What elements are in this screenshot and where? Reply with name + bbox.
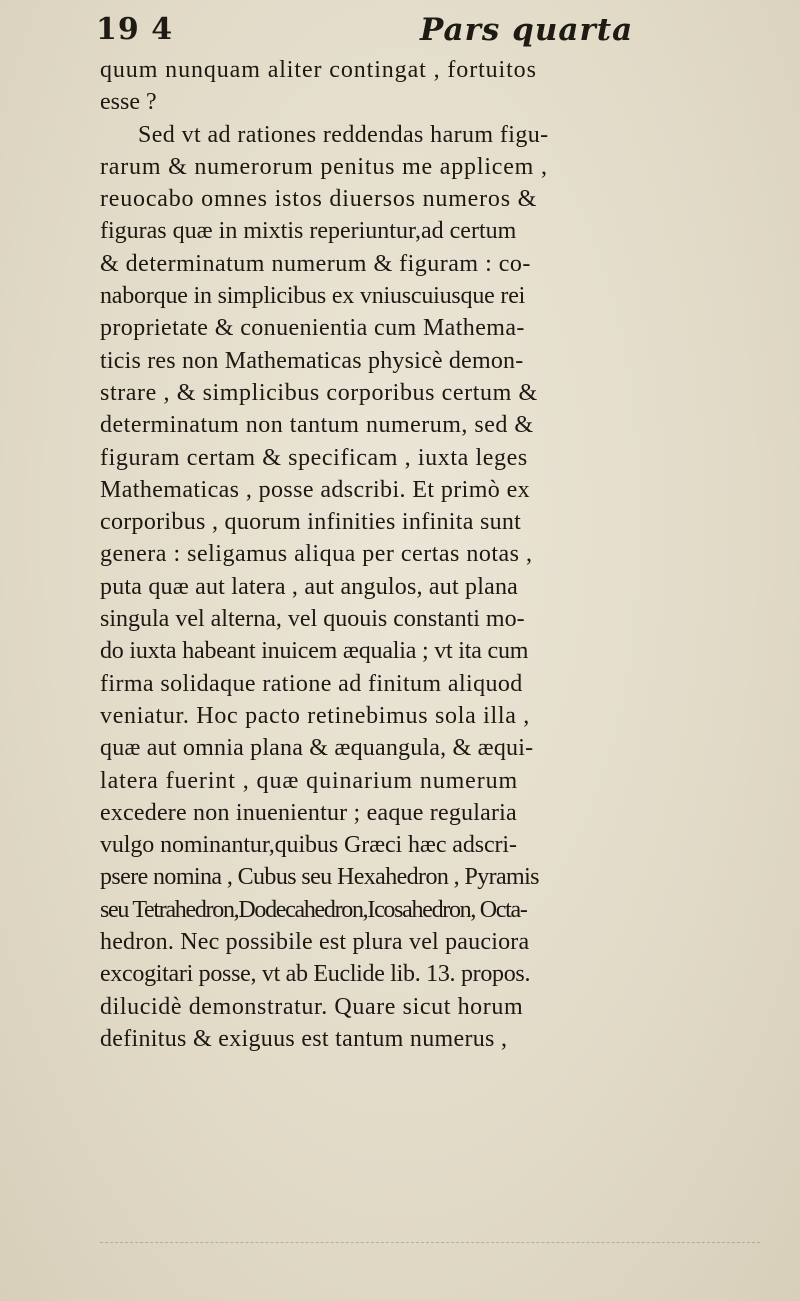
text-line: strare , & simplicibus corporibus certum & bbox=[100, 379, 538, 406]
text-line: rarum & numerorum penitus me applicem , bbox=[100, 153, 548, 180]
text-line: excogitari posse, vt ab Euclide lib. 13. propos. bbox=[100, 961, 531, 988]
text-line: & determinatum numerum & figuram : co- bbox=[100, 250, 531, 277]
text-line: veniatur. Hoc pacto retinebimus sola illa , bbox=[100, 702, 530, 729]
text-line: corporibus , quorum infinities infinita sunt bbox=[100, 509, 522, 536]
text-line: naborque in simplicibus ex vniuscuiusque rei bbox=[100, 283, 526, 310]
text-line: determinatum non tantum numerum, sed & bbox=[100, 412, 534, 439]
text-line: esse ? bbox=[100, 89, 157, 116]
text-line: ticis res non Mathematicas physicè demon- bbox=[100, 347, 524, 374]
text-line: genera : seligamus aliqua per certas notas , bbox=[100, 541, 533, 568]
text-line: firma solidaque ratione ad finitum aliquod bbox=[100, 670, 523, 697]
text-line: excedere non inuenientur ; eaque regularia bbox=[100, 799, 517, 826]
text-line: figuram certam & specificam , iuxta leges bbox=[100, 444, 528, 471]
text-line: vulgo nominantur,quibus Græci hæc adscri- bbox=[100, 832, 517, 859]
text-line: latera fuerint , quæ quinarium numerum bbox=[100, 767, 519, 794]
page-number: 19 4 bbox=[96, 12, 174, 47]
text-line: dilucidè demonstratur. Quare sicut horum bbox=[100, 993, 524, 1020]
text-line: figuras quæ in mixtis reperiuntur,ad certum bbox=[100, 218, 517, 245]
text-line: puta quæ aut latera , aut angulos, aut plana bbox=[100, 573, 519, 600]
text-line: proprietate & conuenientia cum Mathema- bbox=[100, 315, 525, 342]
text-line: singula vel alterna, vel quouis constanti mo- bbox=[100, 606, 525, 633]
text-line: do iuxta habeant inuicem æqualia ; vt ita cum bbox=[100, 638, 529, 665]
text-line: definitus & exiguus est tantum numerus , bbox=[100, 1025, 508, 1052]
text-line: quum nunquam aliter contingat , fortuitos bbox=[100, 57, 537, 83]
body-text bbox=[100, 54, 760, 1055]
text-line: quæ aut omnia plana & æquangula, & æqui- bbox=[100, 735, 534, 762]
text-line: psere nomina , Cubus seu Hexahedron , Pyramis bbox=[100, 864, 539, 891]
page-header bbox=[96, 12, 716, 56]
text-line: reuocabo omnes istos diuersos numeros & bbox=[100, 186, 538, 213]
text-line: Sed vt ad rationes reddendas harum figu- bbox=[138, 121, 549, 148]
text-line: Mathematicas , posse adscribi. Et primò ex bbox=[100, 476, 531, 503]
running-head: Pars quarta bbox=[420, 12, 634, 48]
text-line: hedron. Nec possibile est plura vel pauciora bbox=[100, 929, 530, 956]
text-line: seu Tetrahedron,Dodecahedron,Icosahedron, Octa- bbox=[100, 896, 527, 923]
bottom-margin-rule bbox=[100, 1236, 760, 1243]
